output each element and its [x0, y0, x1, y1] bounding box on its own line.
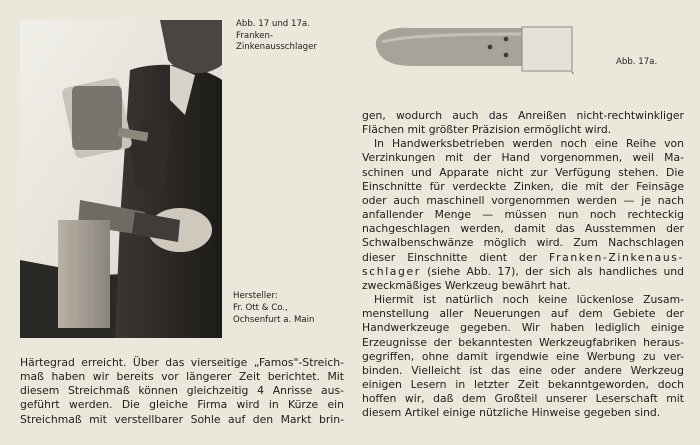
figure-17a-caption: Abb. 17a.	[616, 57, 658, 67]
photo-figure-17	[20, 20, 222, 338]
text-line: oder auch maschinell vorgenommen werden — je nach	[362, 193, 684, 207]
text-line: einigen Lesern in letzter Zeit bekanntgeworden, doch	[362, 377, 684, 391]
text-line: Handwerkzeuge gegeben. Wir haben lediglich einige	[362, 321, 684, 335]
manufacturer-credit	[233, 291, 363, 326]
caption-line: Franken-	[236, 30, 274, 41]
text-line: diesem Streichmaß können gleichzeitig 4 Anrisse aus-	[20, 384, 344, 398]
text-line-with-spaced-term	[362, 265, 684, 279]
text-line: gegriffen, ohne damit irgendwie eine Werbung zu ver-	[362, 349, 684, 363]
text-line-with-spaced-term	[362, 251, 684, 265]
text-line: binden. Vielleicht ist das eine oder andere Werkzeug	[362, 363, 684, 377]
spaced-tool-name: schlager	[362, 264, 421, 278]
photo-figure-17a	[372, 22, 577, 74]
craftsman-photo-illustration	[20, 20, 222, 338]
text-line: menstellung aller Neuerungen auf dem Gebiete der	[362, 307, 684, 321]
text-line: geführt werden. Die gleiche Firma wird in Kürze ein	[20, 398, 344, 412]
text-line: schinen und Apparate nicht zur Verfügung stehen. Die	[362, 165, 684, 179]
credit-line: Hersteller:	[233, 291, 278, 301]
left-text-column	[20, 356, 344, 427]
text-line: zweckmäßiges Werkzeug bewährt hat.	[362, 278, 571, 292]
text-line: Verzinkungen mit der Hand vorgenommen, weil Ma-	[362, 151, 684, 165]
text-line: diesem Artikel einige nützliche Hinweise gegeben sind.	[362, 406, 661, 420]
text-line: anfallender Menge — müssen nun noch rechteckig	[362, 208, 684, 222]
text-line: Streichmaß mit verstellbarer Sohle auf den Markt brin-	[20, 412, 344, 426]
text-line: maß haben wir bereits vor längerer Zeit berichtet. Mit	[20, 370, 344, 384]
spaced-tool-name: Franken-Zinkenaus-	[549, 250, 684, 264]
text-line: Einschnitte für verdeckte Zinken, die mit der Feinsäge	[362, 179, 684, 193]
text-line: gen, wodurch auch das Anreißen nicht-rechtwinkliger	[362, 109, 684, 122]
figure-17-caption	[236, 19, 356, 54]
text-line: Härtegrad erreicht. Über das vierseitige „Famos"-Streich-	[20, 356, 344, 369]
credit-line: Ochsenfurt a. Main	[233, 314, 315, 325]
text-line: hoffen wir, daß dem Großteil unserer Leserschaft mit	[362, 392, 684, 406]
caption-line: Abb. 17 und 17a.	[236, 19, 310, 29]
text-line: Hiermit ist natürlich noch keine lückenlose Zusam-	[374, 293, 684, 307]
text-line: Erzeugnisse der bekanntesten Werkzeugfabriken heraus-	[362, 335, 684, 349]
text-line: Flächen mit größter Präzision ermöglicht wird.	[362, 123, 612, 137]
text-line: Schwalbenschwänze möglich wird. Zum Nachschlagen	[362, 236, 684, 250]
text-line: In Handwerksbetrieben werden noch eine Reihe von	[374, 137, 684, 151]
text-segment: dieser Einschnitte dient der	[362, 250, 550, 264]
credit-line: Fr. Ott & Co.,	[233, 302, 288, 313]
right-text-column	[362, 109, 684, 420]
caption-line: Zinkenausschlager	[236, 42, 317, 52]
text-line: nachgeschlagen werden, damit das Ausstemmen der	[362, 222, 684, 236]
text-segment: (siehe Abb. 17), der sich als handliches und	[420, 264, 684, 278]
tool-illustration	[372, 22, 577, 74]
